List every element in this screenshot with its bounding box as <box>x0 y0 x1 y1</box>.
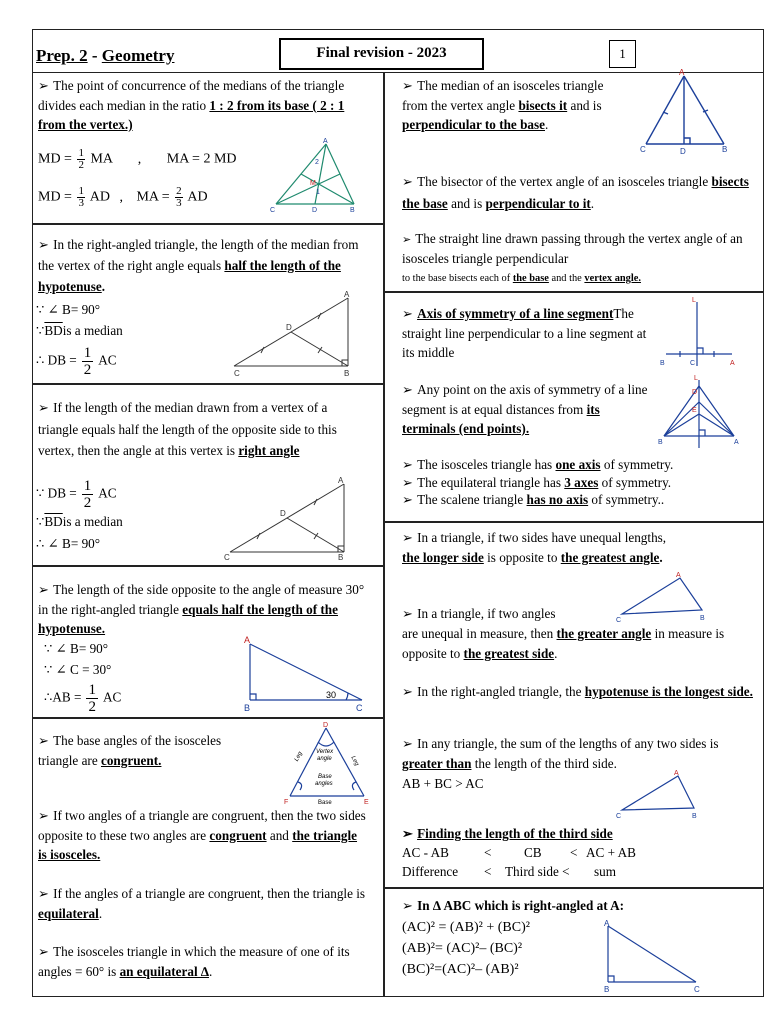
label-vertex-angle: angle <box>317 756 332 762</box>
row-cell: AC - AB <box>402 845 449 860</box>
list-emph: 3 axes <box>564 474 599 490</box>
label-C: C <box>356 703 363 713</box>
right-median-figure <box>226 290 358 378</box>
given-text: is a median <box>62 323 123 338</box>
label-2: 2 <box>315 159 319 166</box>
iso-p2 <box>38 806 368 865</box>
right-median-text <box>38 234 368 297</box>
given-text: AC <box>102 689 122 705</box>
iso-median-p3-text: The straight line drawn passing through the vertex angle of an isosceles triangle perpendicular <box>402 231 743 266</box>
label-A: A <box>604 919 610 928</box>
given-text: ∴AB = <box>44 689 82 705</box>
fraction-den: 3 <box>176 197 182 209</box>
given-line <box>36 511 123 533</box>
thirty-statement: The length of the side opposite to the angle of measure 30° in the right-angled triangle <box>38 582 365 617</box>
right-median-given <box>36 299 123 378</box>
label-C: C <box>270 207 276 214</box>
given-line <box>36 320 123 341</box>
page-title: Final revision - 2023 <box>316 45 447 61</box>
formula-text: MA <box>90 151 113 167</box>
ineq-p1-emph: the longer side <box>402 550 484 565</box>
fraction-num: 1 <box>83 478 92 494</box>
bullet-arrow-icon: ➢ <box>38 582 50 597</box>
fraction-num: 1 <box>88 682 96 698</box>
given-line: ∴ ∠ B= 90° <box>36 536 101 551</box>
row-cell: CB <box>524 845 542 860</box>
fraction <box>175 186 183 209</box>
row-cell: < <box>570 845 578 860</box>
label-leg-left: Leg <box>293 750 304 763</box>
segment-bd: $\overline{BD}$ <box>44 323 63 338</box>
ineq-p2-emph: the greater angle <box>556 626 652 641</box>
ineq-p2-text: in measure is opposite to <box>402 626 725 661</box>
iso-median-p3-and: and the <box>551 273 582 284</box>
given-text: AC <box>98 352 117 368</box>
label-B: B <box>338 553 344 562</box>
fraction-num: 1 <box>78 147 84 159</box>
ineq-p1-emph: the greatest angle <box>560 550 660 565</box>
label-B: B <box>722 145 728 154</box>
label-B: B <box>658 439 663 446</box>
iso-p2-emph: the triangle is isosceles. <box>38 827 358 862</box>
label-L: L <box>694 375 698 382</box>
row-cell: Third side < <box>505 864 570 879</box>
iso-median-p2-text: The bisector of the vertex angle of an isosceles triangle <box>417 174 709 189</box>
symmetry-figure-1 <box>656 294 740 372</box>
label-C: C <box>234 369 240 378</box>
third-side-row-2 <box>402 862 758 881</box>
row-cell: AC + AB <box>586 845 636 860</box>
pythagoras-figure <box>598 918 710 994</box>
pythagoras-heading: In ∆ ABC which is right-angled at A: <box>417 898 625 913</box>
iso-median-p2-and: and is <box>451 196 483 211</box>
punct: . <box>659 550 663 565</box>
formula-text: AD <box>187 189 208 205</box>
formula-text: MD = <box>38 151 72 167</box>
medians-formula-2 <box>38 186 208 209</box>
given-line <box>36 345 123 378</box>
label-D: D <box>323 722 329 729</box>
segment-bd: $\overline{BD}$ <box>44 514 63 529</box>
iso-p3-text: If the angles of a triangle are congruent, then the triangle is <box>53 886 366 901</box>
bullet-arrow-icon: ➢ <box>38 886 50 901</box>
list-emph: has no axis <box>526 492 589 507</box>
thirty-given <box>44 638 121 715</box>
label-C: C <box>690 360 696 367</box>
row-cell: Difference <box>402 864 459 879</box>
given-line: ∵ ∠ B= 90° <box>44 641 109 656</box>
label-A: A <box>323 138 328 145</box>
medians-ratio: 1 : 2 from its base ( 2 : 1 from the vertex.) <box>38 97 345 132</box>
pythagoras-line: (AC)² = (AB)² + (BC)² <box>402 920 530 935</box>
header-separator: - <box>87 46 102 65</box>
iso-p3 <box>38 884 368 923</box>
course-label: Prep. 2 <box>36 46 88 65</box>
label-D: D <box>692 389 698 396</box>
given-symbol: ∵ <box>36 514 45 529</box>
label-leg-right: Leg <box>349 755 360 767</box>
given-line <box>44 682 121 715</box>
row-cell: < <box>484 864 492 879</box>
label-A: A <box>674 770 679 777</box>
ineq-p2-text: In a triangle, if two angles <box>417 606 556 621</box>
page-header <box>36 46 174 66</box>
isosceles-figure <box>280 720 376 806</box>
iso-p4 <box>38 942 368 981</box>
fraction-den: 2 <box>78 159 84 171</box>
iso-median-figure <box>638 66 734 156</box>
label-A: A <box>730 360 735 367</box>
iso-median-emph: bisects it <box>518 97 568 113</box>
label-A: A <box>338 476 344 485</box>
bullet-arrow-icon: ➢ <box>402 234 412 246</box>
list-text: of symmetry.. <box>591 492 665 507</box>
label-D: D <box>286 323 292 332</box>
fraction-num: 1 <box>78 185 84 197</box>
bullet-arrow-icon: ➢ <box>402 736 414 751</box>
iso-median-p2 <box>402 171 752 215</box>
ineq-p4-text: In any triangle, the sum of the lengths of any two sides is <box>417 736 719 751</box>
medians-figure <box>266 134 362 214</box>
bullet-arrow-icon: ➢ <box>38 237 50 252</box>
given-text: ∵ DB = <box>36 485 77 501</box>
pythagoras-line: (BC)²=(AC)²– (AB)² <box>402 962 519 977</box>
punct: . <box>590 196 595 211</box>
bullet-arrow-icon: ➢ <box>402 492 414 507</box>
formula-sep: , <box>119 189 123 205</box>
iso-median-and: and is <box>570 97 602 113</box>
list-text: The scalene triangle <box>417 492 524 507</box>
iso-median-p2-emph: perpendicular to it <box>485 196 591 211</box>
bullet-arrow-icon: ➢ <box>402 474 414 490</box>
page-number: 1 <box>619 46 626 61</box>
iso-p1-emph: congruent. <box>100 752 162 768</box>
list-text: The isosceles triangle has <box>417 457 553 472</box>
iso-p2-text: If two angles of a triangle are congruent, then the two sides opposite to these two angles are <box>38 808 366 843</box>
bullet-arrow-icon: ➢ <box>38 733 50 748</box>
label-A: A <box>344 290 350 299</box>
label-B: B <box>344 369 350 378</box>
iso-p4-text: The isosceles triangle in which the measure of one of its angles = 60° is <box>38 944 350 979</box>
punct: . <box>545 117 549 132</box>
fraction-den: 2 <box>83 495 92 511</box>
label-M: M <box>310 180 316 187</box>
label-C: C <box>694 985 700 994</box>
fraction <box>82 478 94 511</box>
label-A: A <box>734 439 739 446</box>
list-emph: one axis <box>555 457 601 472</box>
thirty-emph: equals half the length of the hypotenuse. <box>38 601 338 636</box>
label-base-angles-2: angles <box>315 781 333 787</box>
ineq-p2-text: are unequal in measure, then <box>402 626 554 641</box>
converse-given <box>36 478 123 555</box>
pythagoras-formulas <box>402 917 530 980</box>
given-text: ∴ DB = <box>36 352 77 368</box>
bullet-arrow-icon: ➢ <box>402 606 414 621</box>
formula-text: MA = 2 MD <box>166 151 237 167</box>
thirty-figure <box>238 634 372 714</box>
iso-median-text: The median of an isosceles triangle from the vertex angle <box>402 78 604 113</box>
thirty-text <box>38 580 368 639</box>
iso-p2-and: and <box>269 827 289 843</box>
fraction-den: 2 <box>88 699 96 715</box>
list-text: The equilateral triangle has <box>417 474 561 490</box>
label-B: B <box>604 985 610 994</box>
ineq-p3-emph: hypotenuse is the longest side. <box>584 684 753 699</box>
list-text: of symmetry. <box>603 457 674 472</box>
symmetry-definition: The straight line perpendicular to a line segment at its middle <box>402 306 647 360</box>
label-C: C <box>616 813 622 820</box>
pythagoras-line: (AB)²= (AC)²– (BC)² <box>402 941 523 956</box>
label-vertex: Vertex <box>316 749 334 755</box>
given-text: is a median <box>62 514 123 529</box>
formula-sep: , <box>137 151 142 167</box>
symmetry-list-item <box>402 491 758 509</box>
right-median-emph: half the length of the hypotenuse <box>38 258 341 294</box>
converse-statement: If the length of the median drawn from a vertex of a triangle equals half the length of the opposite side to this vertex, then the angle at this vertex is <box>38 400 337 458</box>
bullet-arrow-icon: ➢ <box>38 400 50 415</box>
fraction-num: 1 <box>83 345 92 361</box>
iso-p2-emph: congruent <box>209 827 267 843</box>
iso-median-p3-emph: the base <box>512 273 549 284</box>
label-L: L <box>692 297 696 304</box>
label-A: A <box>676 572 681 579</box>
third-side-row-1 <box>402 843 758 862</box>
symmetry-p2-emph: its terminals (end points). <box>402 401 600 436</box>
page-number-box <box>609 40 636 68</box>
bullet-arrow-icon: ➢ <box>402 78 414 93</box>
ineq-p4-formula: AB + BC > AC <box>402 776 484 791</box>
label-D: D <box>312 207 318 214</box>
list-text: of symmetry. <box>601 474 672 490</box>
formula-text: AD <box>89 189 110 205</box>
label-1: 1 <box>316 189 320 196</box>
bullet-arrow-icon: ➢ <box>402 174 414 189</box>
label-B: B <box>350 207 355 214</box>
label-B: B <box>660 360 665 367</box>
title-box <box>279 38 484 70</box>
label-C: C <box>616 617 622 624</box>
subject-label: Geometry <box>101 46 175 65</box>
symmetry-list-item <box>402 474 758 492</box>
label-30: 30 <box>326 690 337 700</box>
right-median-statement: In the right-angled triangle, the length of the median from the vertex of the right angle equals <box>38 237 359 273</box>
symmetry-p1 <box>402 304 652 363</box>
punct: . <box>554 646 558 661</box>
punct: . <box>98 905 103 921</box>
fraction-den: 2 <box>83 362 92 378</box>
ineq-p3-text: In the right-angled triangle, the <box>417 684 582 699</box>
medians-statement: The point of concurrence of the medians of the triangle divides each median in the ratio <box>38 78 345 113</box>
iso-median-p2-emph: bisects the base <box>402 174 749 211</box>
converse-text <box>38 397 368 462</box>
ineq-p1 <box>402 528 758 568</box>
bullet-arrow-icon: ➢ <box>38 944 50 959</box>
iso-p3-emph: equilateral <box>38 905 99 921</box>
fraction-den: 3 <box>78 197 84 209</box>
bullet-arrow-icon: ➢ <box>38 808 50 823</box>
medians-text <box>38 76 368 135</box>
symmetry-list <box>402 456 758 509</box>
bullet-arrow-icon: ➢ <box>402 826 414 841</box>
label-E: E <box>364 799 369 806</box>
symmetry-p2 <box>402 380 652 439</box>
label-A: A <box>244 635 251 645</box>
label-C: C <box>224 553 230 562</box>
given-line: ∵ ∠ C = 30° <box>44 662 112 677</box>
pythagoras-text <box>402 898 624 914</box>
label-D: D <box>280 509 286 518</box>
given-line: ∵ ∠ B= 90° <box>36 302 101 317</box>
row-cell: sum <box>594 864 616 879</box>
ineq-figure-2 <box>614 768 706 820</box>
bullet-arrow-icon: ➢ <box>402 684 414 699</box>
given-symbol: ∵ <box>36 323 45 338</box>
ineq-p1-text: is opposite to <box>487 550 558 565</box>
fraction <box>82 345 94 378</box>
medians-formula-1 <box>38 148 237 171</box>
iso-median-p3-small: to the base bisects each of <box>402 273 511 284</box>
iso-p1 <box>38 731 260 770</box>
symmetry-figure-2 <box>656 374 744 454</box>
label-A: A <box>679 68 685 77</box>
symmetry-heading: Axis of symmetry of a line segment <box>417 306 614 321</box>
iso-median-emph: perpendicular to the base <box>402 117 545 132</box>
converse-figure <box>222 476 354 562</box>
label-C: C <box>640 145 646 154</box>
label-D: D <box>680 147 686 156</box>
third-side-heading: Finding the length of the third side <box>417 826 613 841</box>
iso-median-p3-emph: vertex angle. <box>584 273 641 284</box>
fraction <box>77 186 85 209</box>
label-F: F <box>284 799 289 806</box>
given-line <box>36 478 123 511</box>
bullet-arrow-icon: ➢ <box>402 382 414 397</box>
ineq-p2-emph: the greatest side <box>463 646 555 661</box>
iso-median-p1 <box>402 76 624 135</box>
formula-text: MD = <box>38 189 72 205</box>
converse-emph: right angle <box>238 443 300 458</box>
label-E: E <box>692 407 697 414</box>
symmetry-p2-text: Any point on the axis of symmetry of a line segment is at equal distances from <box>402 382 648 417</box>
iso-p1-text: The base angles of the isosceles triangle are <box>38 733 222 768</box>
bullet-arrow-icon: ➢ <box>38 78 50 93</box>
label-B: B <box>700 615 705 622</box>
bullet-arrow-icon: ➢ <box>402 898 414 913</box>
label-B: B <box>244 703 251 713</box>
symmetry-list-item <box>402 456 758 474</box>
bullet-arrow-icon: ➢ <box>402 457 414 472</box>
iso-p4-emph: an equilateral ∆ <box>119 963 209 979</box>
label-base: Base <box>318 800 332 806</box>
punct: . <box>101 279 106 294</box>
given-text: AC <box>98 485 117 501</box>
bullet-arrow-icon: ➢ <box>402 306 414 321</box>
ineq-p5 <box>402 824 758 881</box>
formula-text: MA = <box>136 189 170 205</box>
label-base-angles-1: Base <box>318 774 332 780</box>
fraction <box>86 682 98 715</box>
row-cell: < <box>484 845 492 860</box>
fraction-num: 2 <box>176 185 182 197</box>
ineq-p2 <box>402 604 752 664</box>
bullet-arrow-icon: ➢ <box>402 530 414 545</box>
ineq-p1-text: In a triangle, if two sides have unequal lengths, <box>417 530 667 545</box>
punct: . <box>208 963 213 979</box>
fraction <box>77 148 85 171</box>
label-B: B <box>692 813 697 820</box>
ineq-p3 <box>402 681 758 702</box>
ineq-p4-emph: greater than <box>402 756 472 771</box>
iso-median-p3 <box>402 230 752 289</box>
ineq-p4-text: the length of the third side. <box>474 756 617 771</box>
